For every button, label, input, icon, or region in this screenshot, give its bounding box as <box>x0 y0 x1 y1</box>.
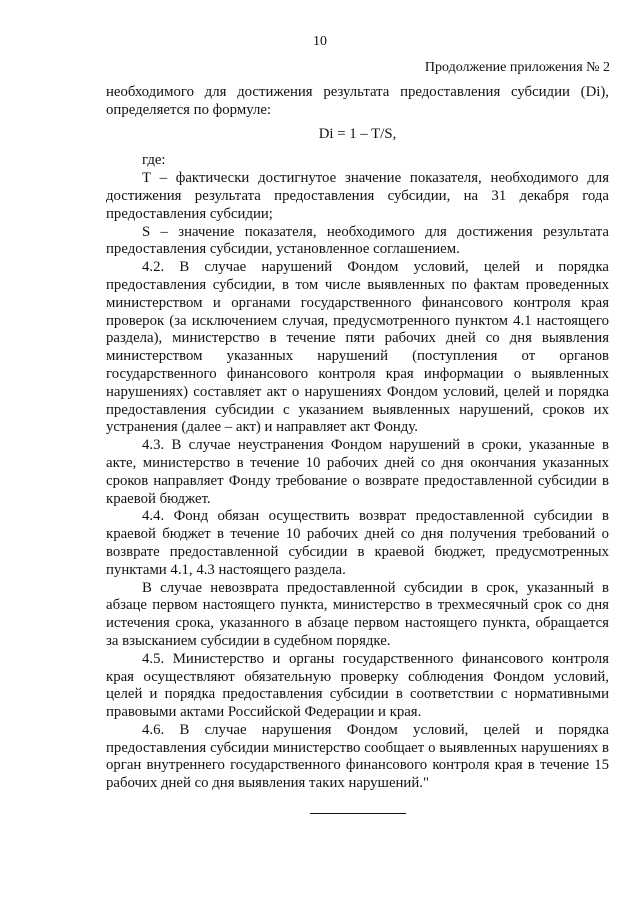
paragraph-where: где: <box>142 152 166 169</box>
formula: Di = 1 – T/S, <box>318 125 397 142</box>
appendix-note: Продолжение приложения № 2 <box>424 60 610 75</box>
paragraph-4-4: 4.4. Фонд обязан осуществить возврат предоставленной субсидии в краевой бюджет в течение 10 рабочих дней со дня получения требований о возврате предоставленной субсидии в краевой бюджет, предусмотренных пунктами 4.1, 4.3 настоящего раздела. <box>106 508 609 578</box>
paragraph-4-2: 4.2. В случае нарушений Фондом условий, целей и порядка предоставления субсидии, в том числе выявленных по фактам проведенных министерством и органами государственного финансового контроля края проверок (за исключением случая, предусмотренного пунктом 4.1 настоящего раздела), министерство в течение пяти рабочих дней со дня выявления министерством указанных нарушений (поступления от органов государственного финансового контроля края информации о выявленных нарушениях) составляет акт о нарушениях Фондом условий, целей и порядка предоставления субсидии с указанием выявленных нарушений, сроков их устранения (далее – акт) и направляет акт Фонду. <box>106 259 609 436</box>
paragraph-4-6: 4.6. В случае нарушения Фондом условий, целей и порядка предоставления субсидии министерство сообщает о выявленных нарушениях в орган внутреннего государственного финансового контроля края в течение 15 рабочих дней со дня выявления таких нарушений." <box>106 721 609 792</box>
paragraph-intro: необходимого для достижения результата предоставления субсидии (Di), определяется по формуле: <box>106 84 609 118</box>
paragraph-nonreturn: В случае невозврата предоставленной субсидии в срок, указанный в абзаце первом настоящего пункта, министерство в трехмесячный срок со дня истечения срока, указанного в абзаце первом настоящего пункта, обращается за взысканием субсидии в судебном порядке. <box>106 579 609 649</box>
definition-t: T – фактически достигнутое значение показателя, необходимого для достижения результата предоставления субсидии, на 31 декабря года предоставления субсидии; <box>106 170 609 222</box>
document-body <box>106 84 609 814</box>
closing-divider <box>310 813 406 814</box>
definition-s: S – значение показателя, необходимого для достижения результата предоставления субсидии, установленное соглашением. <box>106 223 609 258</box>
paragraph-4-3: 4.3. В случае неустранения Фондом нарушений в сроки, указанные в акте, министерство в течение 10 рабочих дней со дня окончания указанных сроков направляет Фонду требование о возврате предоставленной субсидии в краевой бюджет. <box>106 437 609 507</box>
paragraph-4-5: 4.5. Министерство и органы государственного финансового контроля края осуществляют обязательную проверку соблюдения Фондом условий, целей и порядка предоставления субсидии в соответствии с нормативными правовыми актами Российской Федерации и края. <box>106 650 609 721</box>
page-number: 10 <box>313 34 327 49</box>
